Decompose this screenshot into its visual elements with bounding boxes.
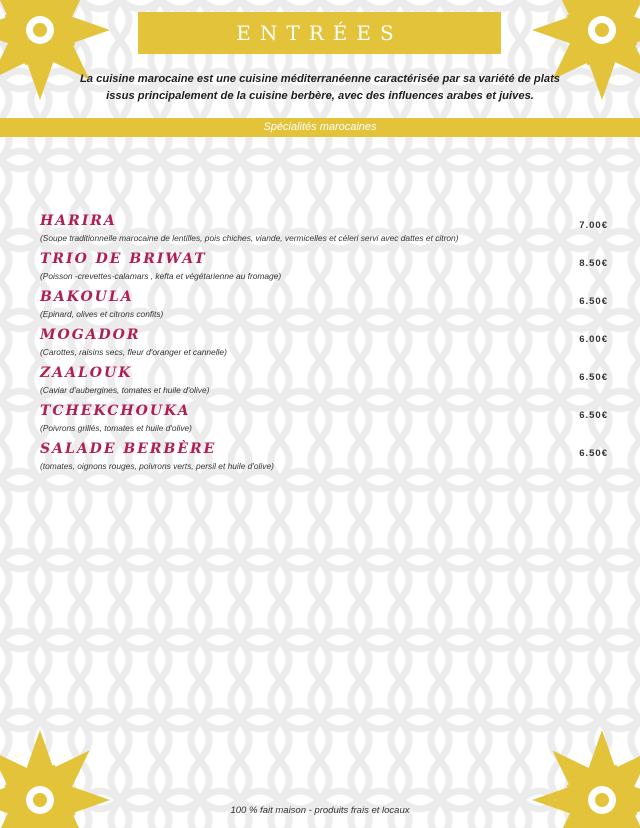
dish-name: TCHEKCHOUKA (40, 403, 191, 419)
dish-name: SALADE BERBÈRE (40, 441, 217, 457)
menu-item (40, 362, 610, 396)
dish-description: (Carottes, raisins secs, fleur d'oranger et cannelle) (40, 347, 227, 357)
footer-note: 100 % fait maison - produits frais et locaux (230, 805, 410, 816)
menu-item (40, 210, 610, 244)
dish-description: (Poivrons grillés, tomates et huile d'olive) (40, 423, 192, 433)
dish-name: ZAALOUK (40, 365, 133, 381)
dish-price: 6.50€ (579, 410, 608, 421)
dish-description: (Soupe traditionnelle marocaine de lentilles, pois chiches, viande, vermicelles et céleri servi avec dattes et citron) (40, 233, 459, 243)
dish-name: TRIO DE BRIWAT (40, 251, 207, 267)
dish-name: HARIRA (40, 213, 117, 229)
dish-price: 8.50€ (579, 258, 608, 269)
intro-text: La cuisine marocaine est une cuisine méditerranéenne caractérisée par sa variété de plats issus principalement de la cuisine berbère, avec des influences arabes et juives. (79, 73, 561, 102)
dish-price: 6.00€ (579, 334, 608, 345)
dish-name: MOGADOR (40, 327, 141, 343)
dish-price: 6.50€ (579, 296, 608, 307)
menu-item (40, 248, 610, 282)
dish-price: 7.00€ (579, 220, 608, 231)
dish-price: 6.50€ (579, 372, 608, 383)
dish-name: BAKOULA (40, 289, 134, 305)
dish-price: 6.50€ (579, 448, 608, 459)
menu-item (40, 438, 610, 472)
dish-description: (Poisson -crevettes-calamars , kefta et végétarienne au fromage) (40, 271, 282, 281)
menu-item (40, 286, 610, 320)
dish-description: (Caviar d'aubergines, tomates et huile d'olive) (40, 385, 210, 395)
menu-item (40, 400, 610, 434)
dish-description: (tomates, oignons rouges, poivrons verts, persil et huile d'olive) (40, 461, 274, 471)
page-title: ENTRÉES (138, 12, 501, 54)
section-band: Spécialités marocaines (0, 118, 640, 137)
dish-description: (Epinard, olives et citrons confits) (40, 309, 164, 319)
menu-item (40, 324, 610, 358)
menu-list (40, 210, 610, 476)
